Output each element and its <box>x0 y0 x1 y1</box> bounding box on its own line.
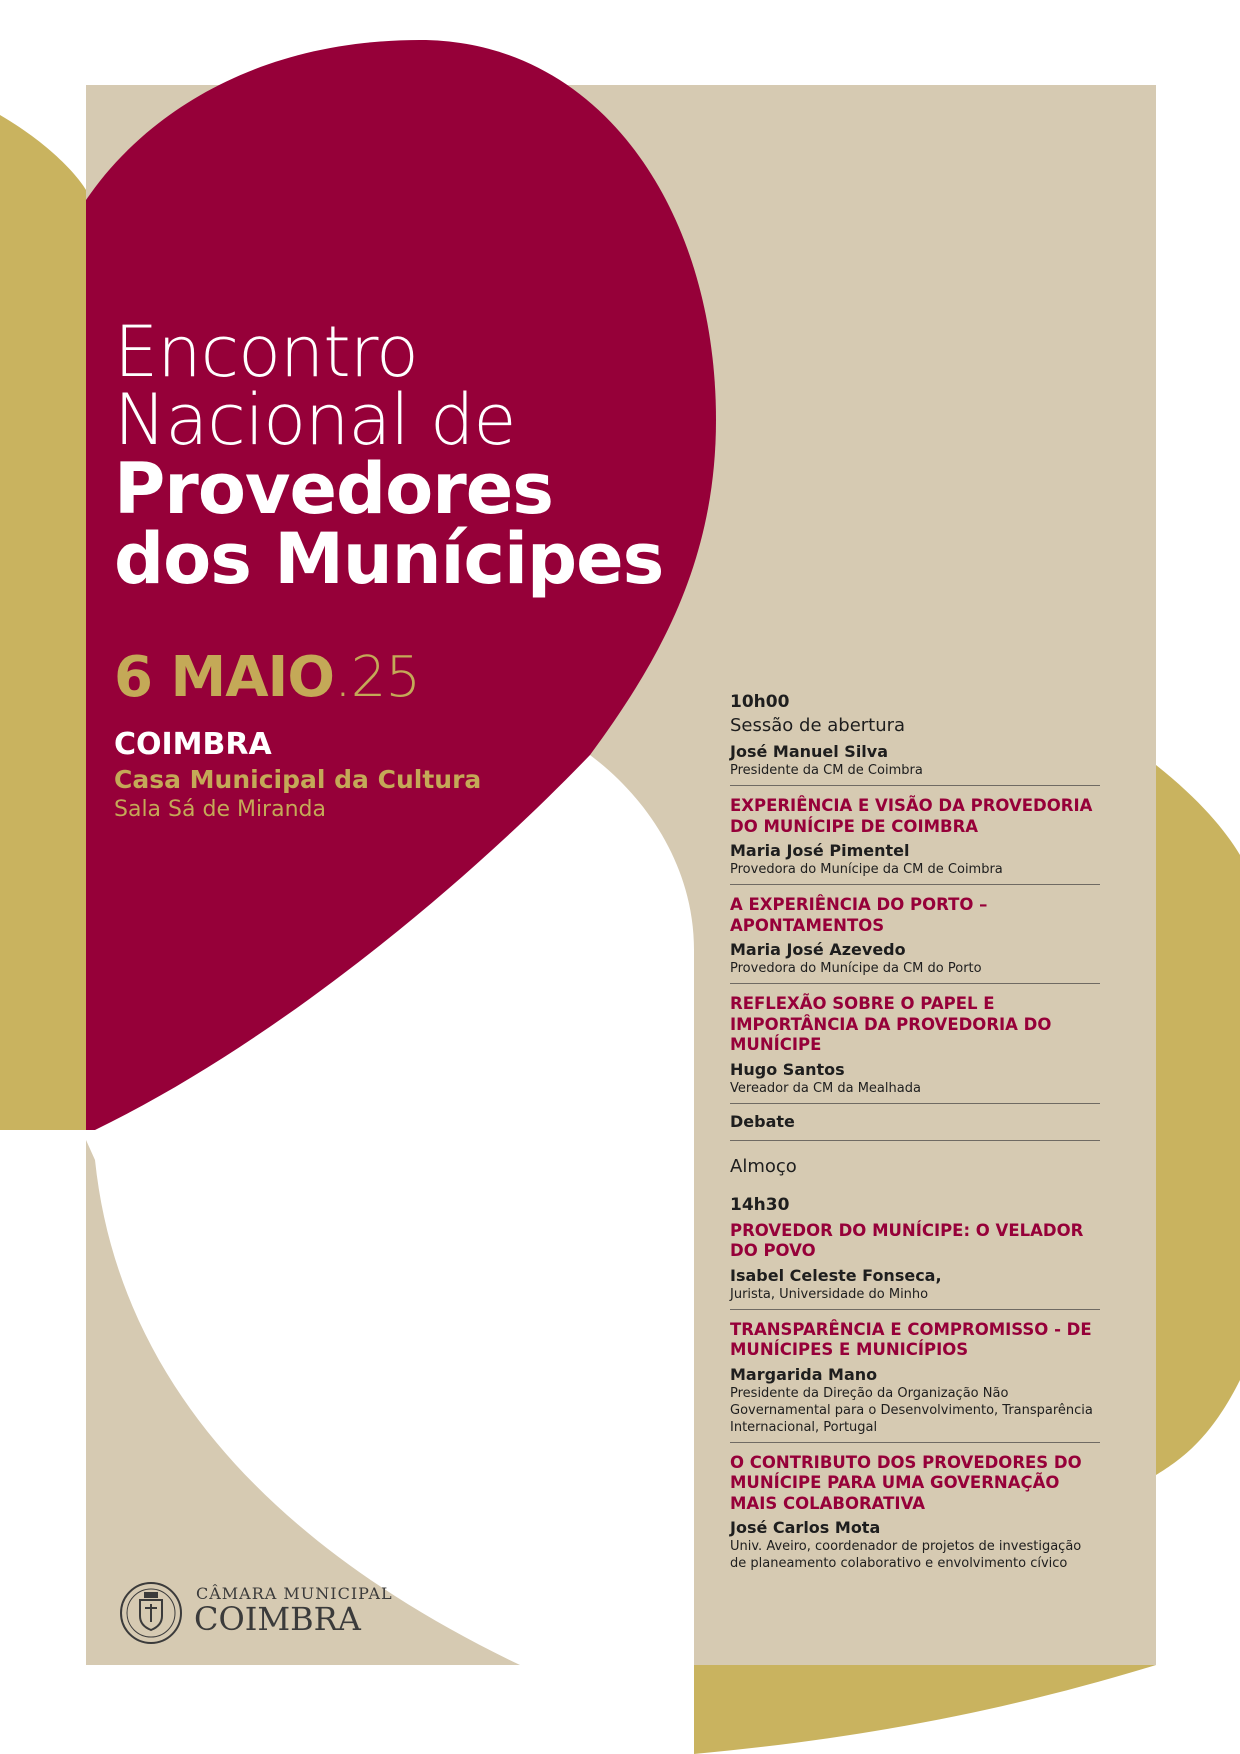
speaker-affiliation: Jurista, Universidade do Minho <box>730 1286 929 1302</box>
gold-arc-left <box>0 115 90 1130</box>
location-room: Sala Sá de Miranda <box>114 797 326 822</box>
session-title: O CONTRIBUTO DOS PROVEDORES DO MUNÍCIPE PARA UMA GOVERNAÇÃO MAIS COLABORATIVA <box>730 1452 1082 1513</box>
speaker-name: José Carlos Mota <box>730 1518 881 1537</box>
title-line-4: dos Munícipes <box>114 518 664 600</box>
speaker-affiliation: Univ. Aveiro, coordenador de projetos de investigação de planeamento colaborativo e envolvimento cívico <box>730 1539 1082 1571</box>
debate-label: Debate <box>730 1111 795 1131</box>
logo-text-line-2: COIMBRA <box>194 1600 361 1638</box>
program-debate <box>730 1104 1100 1141</box>
program <box>730 692 1100 1572</box>
session-title: TRANSPARÊNCIA E COMPROMISSO - DE MUNÍCIPES E MUNICÍPIOS <box>730 1319 1092 1359</box>
speaker-affiliation: Vereador da CM da Mealhada <box>730 1080 921 1096</box>
session-title: REFLEXÃO SOBRE O PAPEL E IMPORTÂNCIA DA PROVEDORIA DO MUNÍCIPE <box>730 994 1052 1054</box>
speaker-name: Maria José Pimentel <box>730 841 910 860</box>
event-date <box>114 645 421 710</box>
program-session <box>730 984 1100 1104</box>
title-line-3: Provedores <box>114 448 553 530</box>
speaker-affiliation: Provedora do Munícipe da CM de Coimbra <box>730 862 1003 877</box>
location-city: COIMBRA <box>114 727 272 762</box>
session-title: A EXPERIÊNCIA DO PORTO – APONTAMENTOS <box>730 895 988 935</box>
opening-label: Sessão de abertura <box>730 715 906 736</box>
program-session <box>730 1443 1100 1573</box>
program-lunch <box>730 1141 1100 1189</box>
location-venue: Casa Municipal da Cultura <box>114 765 482 794</box>
logo-text-line-1: CÂMARA MUNICIPAL <box>196 1584 393 1603</box>
session-title: EXPERIÊNCIA E VISÃO DA PROVEDORIA DO MUNÍCIPE DE COIMBRA <box>730 796 1093 836</box>
speaker-name: Maria José Azevedo <box>730 940 906 959</box>
title-line-2: Nacional de <box>114 379 516 461</box>
program-session <box>730 786 1100 885</box>
speaker-affiliation: Presidente da Direção da Organização Não Governamental para o Desenvolvimento, Transparência Internacional, Portugal <box>730 1385 1093 1435</box>
program-session <box>730 1189 1100 1310</box>
gold-arc-bottom <box>694 1665 1156 1754</box>
speaker-affiliation: Presidente da CM de Coimbra <box>730 763 923 778</box>
program-session <box>730 1310 1100 1443</box>
title-line-1: Encontro <box>114 311 418 393</box>
date-day-month: 6 MAIO <box>114 645 334 710</box>
session-title: PROVEDOR DO MUNÍCIPE: O VELADOR DO POVO <box>730 1220 1084 1260</box>
program-session <box>730 885 1100 984</box>
program-opening <box>730 692 1100 786</box>
date-year: .25 <box>333 645 421 710</box>
speaker-name: José Manuel Silva <box>730 742 889 761</box>
lunch-label: Almoço <box>730 1155 797 1177</box>
speaker-affiliation: Provedora do Munícipe da CM do Porto <box>730 961 982 976</box>
event-title <box>114 311 664 600</box>
gold-arc-right <box>1156 765 1240 1475</box>
time-morning: 10h00 <box>730 692 790 712</box>
time-afternoon: 14h30 <box>730 1194 790 1215</box>
coat-of-arms-icon <box>118 1580 184 1646</box>
speaker-name: Hugo Santos <box>730 1059 845 1079</box>
speaker-name: Isabel Celeste Fonseca, <box>730 1265 942 1285</box>
speaker-name: Margarida Mano <box>730 1364 878 1384</box>
